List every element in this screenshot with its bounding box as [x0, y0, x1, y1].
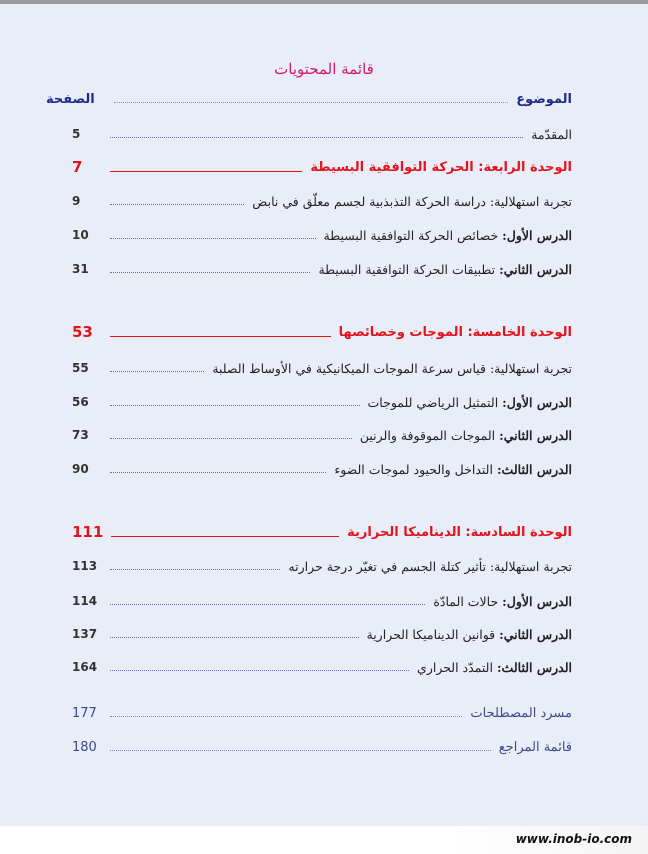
footer-band	[0, 826, 648, 854]
entry-title: تجربة استهلالية: تأثير كتلة الجسم في تغيّر درجة حرارته	[288, 558, 572, 574]
toc-entry[interactable]	[72, 656, 572, 678]
unit-page: 111	[72, 523, 104, 541]
entry-page: 5	[72, 127, 81, 141]
entry-title: الدرس الثاني: قوانين الديناميكا الحرارية	[366, 626, 572, 642]
entry-title: الدرس الأول: خصائص الحركة التوافقية البسيطة	[323, 227, 572, 243]
entry-page: 114	[72, 594, 98, 608]
dotted-leader	[110, 637, 359, 638]
dotted-leader	[110, 670, 409, 671]
toc-entry[interactable]	[72, 258, 572, 280]
dotted-leader	[110, 604, 425, 605]
toc-entry[interactable]	[72, 458, 572, 480]
dotted-leader	[110, 204, 244, 205]
dotted-leader	[110, 438, 352, 439]
unit-title: الوحدة الخامسة: الموجات وخصائصها	[338, 324, 572, 340]
toc-entry[interactable]	[72, 190, 572, 212]
toc-entry[interactable]	[72, 357, 572, 379]
entry-title: الدرس الثالث: التمدّد الحراري	[417, 659, 572, 675]
entry-title: تجربة استهلالية: قياس سرعة الموجات الميكانيكية في الأوساط الصلبة	[212, 360, 572, 376]
toc-entry-references[interactable]	[72, 736, 572, 758]
dotted-leader	[110, 750, 491, 751]
dotted-leader	[110, 569, 280, 570]
entry-page: 73	[72, 428, 89, 442]
dotted-leader	[110, 405, 360, 406]
dotted-leader	[110, 716, 462, 717]
unit-title: الوحدة الرابعة: الحركة التوافقية البسيطة	[310, 159, 572, 175]
entry-title: قائمة المراجع	[498, 739, 572, 755]
toc-entry[interactable]	[72, 623, 572, 645]
entry-title: الدرس الأول: حالات المادّة	[433, 593, 572, 609]
entry-page: 10	[72, 228, 89, 242]
entry-page: 137	[72, 627, 98, 641]
toc-unit-6[interactable]	[72, 521, 572, 543]
entry-page: 90	[72, 462, 89, 476]
entry-title: تجربة استهلالية: دراسة الحركة التذبذبية لجسم معلّق في نابض	[252, 193, 572, 209]
entry-title: الدرس الثالث: التداخل والحيود لموجات الضوء	[334, 461, 572, 477]
entry-title: الدرس الثاني: تطبيقات الحركة التوافقية البسيطة	[318, 261, 572, 277]
toc-entry[interactable]	[72, 391, 572, 413]
toc-header	[46, 88, 572, 110]
toc-entry-intro[interactable]	[72, 123, 572, 145]
page-title: قائمة المحتويات	[274, 60, 374, 78]
topic-heading: الموضوع	[516, 91, 572, 107]
toc-entry[interactable]	[72, 424, 572, 446]
toc-entry[interactable]	[72, 590, 572, 612]
unit-leader	[110, 336, 331, 337]
dotted-leader	[110, 137, 523, 138]
top-border	[0, 0, 648, 4]
unit-page: 53	[72, 323, 93, 341]
unit-leader	[111, 536, 339, 537]
toc-unit-5[interactable]	[72, 321, 572, 343]
dotted-leader	[110, 472, 326, 473]
dotted-leader	[110, 272, 310, 273]
toc-entry[interactable]	[72, 224, 572, 246]
dotted-leader	[114, 102, 508, 103]
entry-page: 180	[72, 739, 97, 755]
unit-leader	[110, 171, 302, 172]
toc-unit-4[interactable]	[72, 156, 572, 178]
dotted-leader	[110, 238, 316, 239]
dotted-leader	[110, 371, 204, 372]
entry-title: الدرس الأول: التمثيل الرياضي للموجات	[367, 394, 572, 410]
footer-url[interactable]: www.inob-io.com	[515, 832, 632, 846]
toc-entry-glossary[interactable]	[72, 702, 572, 724]
entry-page: 56	[72, 395, 89, 409]
entry-title: الدرس الثاني: الموجات الموقوفة والرنين	[359, 427, 572, 443]
unit-page: 7	[72, 158, 83, 176]
entry-title: مسرد المصطلحات	[470, 705, 572, 721]
entry-page: 9	[72, 194, 81, 208]
entry-title: المقدّمة	[531, 126, 572, 142]
entry-page: 113	[72, 559, 98, 573]
page-heading: الصفحة	[46, 91, 95, 107]
entry-page: 177	[72, 705, 97, 721]
entry-page: 55	[72, 361, 89, 375]
toc-entry[interactable]	[72, 555, 572, 577]
entry-page: 31	[72, 262, 89, 276]
entry-page: 164	[72, 660, 98, 674]
unit-title: الوحدة السادسة: الديناميكا الحرارية	[347, 524, 572, 540]
